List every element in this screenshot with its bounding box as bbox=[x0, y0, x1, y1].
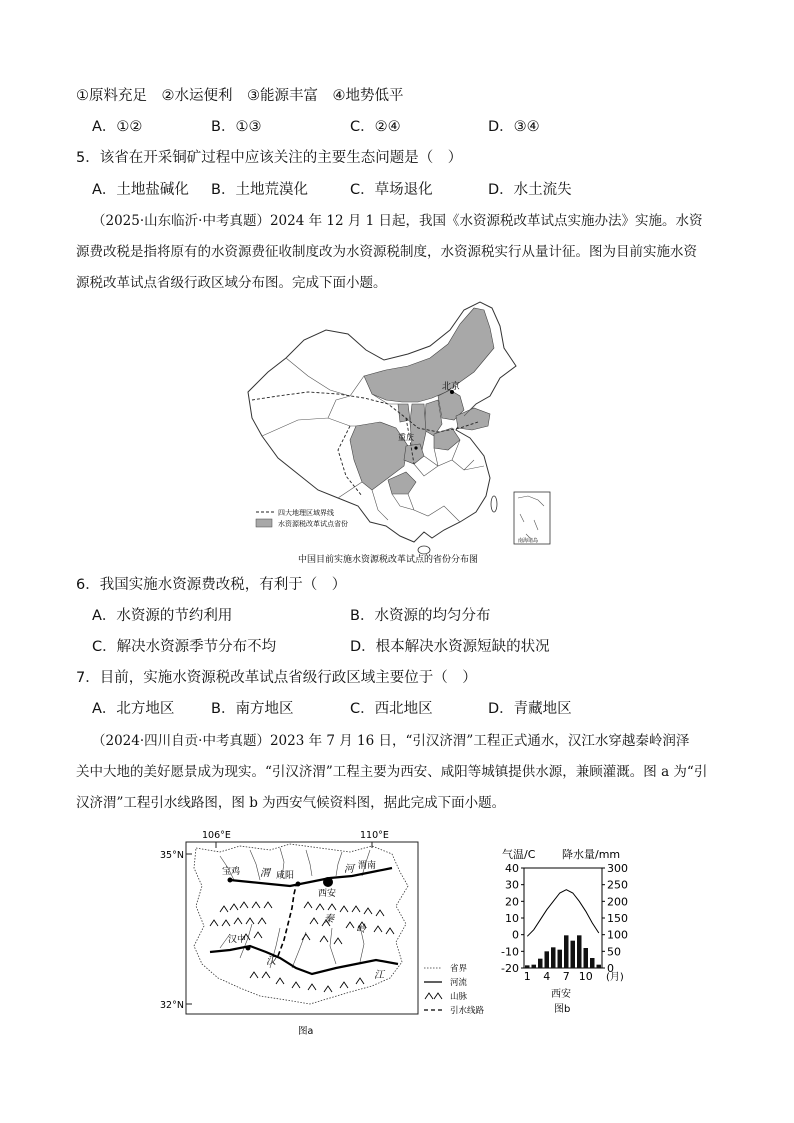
map1-caption: 中国目前实施水资源税改革试点的省份分布图 bbox=[298, 555, 479, 565]
precip-bar-1 bbox=[525, 965, 530, 968]
inset-label: 南海诸岛 bbox=[518, 538, 539, 544]
han-label: 汉 bbox=[266, 956, 276, 967]
intro1-line-3: 源税改革试点省级行政区域分布图。完成下面小题。 bbox=[76, 275, 387, 291]
intro2-line-1: （2024·四川自贡·中考真题）2023 年 7 月 16 日，“引汉济渭”工程正式通水，汉江水穿越秦岭润泽 bbox=[92, 733, 690, 749]
legend-route-label: 引水线路 bbox=[450, 1006, 485, 1016]
x-tick-label: 10 bbox=[578, 970, 593, 983]
xian-label: 西安 bbox=[318, 889, 337, 899]
legend-border-label: 省界 bbox=[450, 964, 468, 974]
q5-option-a: A．土地盐碱化 bbox=[92, 182, 189, 198]
q7-option-b: B．南方地区 bbox=[211, 701, 294, 717]
q7-option-d: D．青藏地区 bbox=[488, 701, 572, 717]
right-tick-label: 100 bbox=[607, 928, 628, 942]
right-tick-label: 300 bbox=[607, 862, 628, 875]
intro1-line-2: 源费改税是指将原有的水资源费征收制度改为水资源税制度，水资源税实行从量计征。图为目前实施水资 bbox=[76, 244, 697, 260]
left-tick-label: 10 bbox=[505, 912, 519, 925]
q6-option-b: B．水资源的均匀分布 bbox=[350, 608, 491, 624]
right-axis-title: 降水量/mm bbox=[562, 848, 621, 861]
q6-option-a: A．水资源的节约利用 bbox=[92, 608, 233, 624]
right-tick-label: 150 bbox=[607, 912, 628, 925]
location-label: 西安 bbox=[551, 989, 571, 1000]
hanzhong-dot bbox=[246, 946, 251, 951]
ling-label: 岭 bbox=[356, 924, 366, 935]
lon-106-label: 106°E bbox=[202, 830, 231, 841]
chongqing-dot bbox=[414, 446, 417, 449]
precip-bar-10 bbox=[584, 948, 589, 968]
legend-mountain-symbol bbox=[425, 993, 442, 999]
q4-option-b: B．①③ bbox=[211, 119, 262, 135]
beijing-label: 北京 bbox=[442, 382, 461, 392]
x-tick-label: 1 bbox=[523, 970, 531, 983]
q5-option-c: C．草场退化 bbox=[350, 182, 433, 198]
hainan-island bbox=[418, 546, 430, 554]
taiwan-island bbox=[491, 496, 497, 512]
china-pilot-map bbox=[238, 300, 558, 570]
plot-frame bbox=[524, 868, 602, 968]
intro2-line-3: 汉济渭”工程引水线路图，图 b 为西安气候资料图，据此完成下面小题。 bbox=[76, 795, 506, 811]
q6-option-c: C．解决水资源季节分布不均 bbox=[92, 639, 277, 655]
left-tick-label: 20 bbox=[505, 895, 519, 909]
intro2-line-2: 关中大地的美好愿景成为现实。“引汉济渭”工程主要为西安、咸阳等城镇提供水源，兼顾灌溉。图 a 为“引 bbox=[76, 764, 708, 780]
q4-items: ①原料充足 ②水运便利 ③能源丰富 ④地势低平 bbox=[76, 88, 404, 104]
precip-bar-4 bbox=[545, 951, 550, 968]
precip-bar-12 bbox=[597, 965, 602, 968]
q5-stem: 5．该省在开采铜矿过程中应该关注的主要生态问题是（ ） bbox=[76, 150, 463, 166]
he-label: 河 bbox=[344, 864, 354, 875]
x-tick-label: 7 bbox=[562, 970, 570, 983]
q4-option-c: C．②④ bbox=[350, 119, 401, 135]
lon-110-label: 110°E bbox=[360, 830, 389, 841]
route-map-figure-a bbox=[160, 828, 490, 1038]
map-a-frame bbox=[186, 842, 418, 1014]
temperature-line bbox=[527, 890, 599, 937]
legend-pilot-label: 水资源税改革试点省份 bbox=[278, 520, 348, 528]
lat-32-label: 32°N bbox=[160, 1000, 184, 1011]
q6-option-d: D．根本解决水资源短缺的状况 bbox=[350, 639, 550, 655]
left-tick-label: 0 bbox=[512, 928, 519, 942]
legend-river-label: 河流 bbox=[450, 978, 468, 988]
left-tick-label: 30 bbox=[505, 878, 519, 892]
left-tick-label: -10 bbox=[501, 945, 519, 959]
q4-option-d: D．③④ bbox=[488, 119, 540, 135]
right-tick-label: 250 bbox=[607, 878, 628, 892]
xianyang-label: 咸阳 bbox=[276, 871, 295, 881]
fig-a-caption: 图a bbox=[298, 1026, 314, 1037]
q4-option-a: A．①② bbox=[92, 119, 143, 135]
xian-climate-chart bbox=[490, 840, 640, 1020]
xianyang-dot bbox=[296, 882, 301, 887]
jiang-label: 江 bbox=[374, 970, 384, 981]
legend-pilot-symbol bbox=[256, 519, 272, 527]
left-axis-title: 气温/C bbox=[502, 848, 536, 861]
x-tick-label: 4 bbox=[543, 970, 551, 983]
intro1-line-1: （2025·山东临沂·中考真题）2024 年 12 月 1 日起，我国《水资源税改革试点实施办法》实施。水资 bbox=[92, 213, 703, 229]
precip-bar-6 bbox=[558, 950, 563, 968]
precip-bar-9 bbox=[577, 935, 582, 968]
q6-stem: 6．我国实施水资源费改税，有利于（ ） bbox=[76, 577, 347, 593]
fig-b-caption: 图b bbox=[554, 1004, 571, 1015]
precip-bar-2 bbox=[532, 965, 537, 968]
q7-option-a: A．北方地区 bbox=[92, 701, 175, 717]
x-unit-label: (月) bbox=[606, 972, 624, 983]
qin-label: 秦 bbox=[324, 914, 334, 925]
q5-option-d: D．水土流失 bbox=[488, 182, 572, 198]
south-china-sea-inset bbox=[514, 492, 550, 544]
q5-option-b: B．土地荒漠化 bbox=[211, 182, 308, 198]
right-tick-label: 0 bbox=[607, 962, 614, 975]
wei-label: 渭 bbox=[260, 868, 270, 879]
precip-bar-7 bbox=[564, 935, 569, 968]
xian-dot bbox=[323, 877, 333, 887]
legend-boundary-label: 四大地理区域界线 bbox=[278, 509, 334, 517]
precip-bar-11 bbox=[590, 958, 595, 968]
lat-35-label: 35°N bbox=[160, 850, 184, 861]
hanzhong-label: 汉中 bbox=[228, 935, 247, 945]
weinan-label: 渭南 bbox=[358, 861, 377, 871]
right-tick-label: 200 bbox=[607, 895, 628, 909]
precip-bar-3 bbox=[538, 959, 543, 968]
precip-bar-8 bbox=[571, 941, 576, 968]
baoji-dot bbox=[228, 878, 233, 883]
left-tick-label: -20 bbox=[501, 962, 519, 975]
left-tick-label: 40 bbox=[505, 862, 519, 875]
q7-stem: 7．目前，实施水资源税改革试点省级行政区域主要位于（ ） bbox=[76, 670, 477, 686]
pilot-shaanxi bbox=[410, 404, 426, 450]
right-tick-label: 50 bbox=[607, 945, 621, 959]
precip-bar-5 bbox=[551, 947, 556, 968]
q7-option-c: C．西北地区 bbox=[350, 701, 433, 717]
legend-mountain-label: 山脉 bbox=[450, 992, 468, 1002]
chongqing-label: 重庆 bbox=[398, 433, 414, 442]
baoji-label: 宝鸡 bbox=[222, 867, 241, 877]
